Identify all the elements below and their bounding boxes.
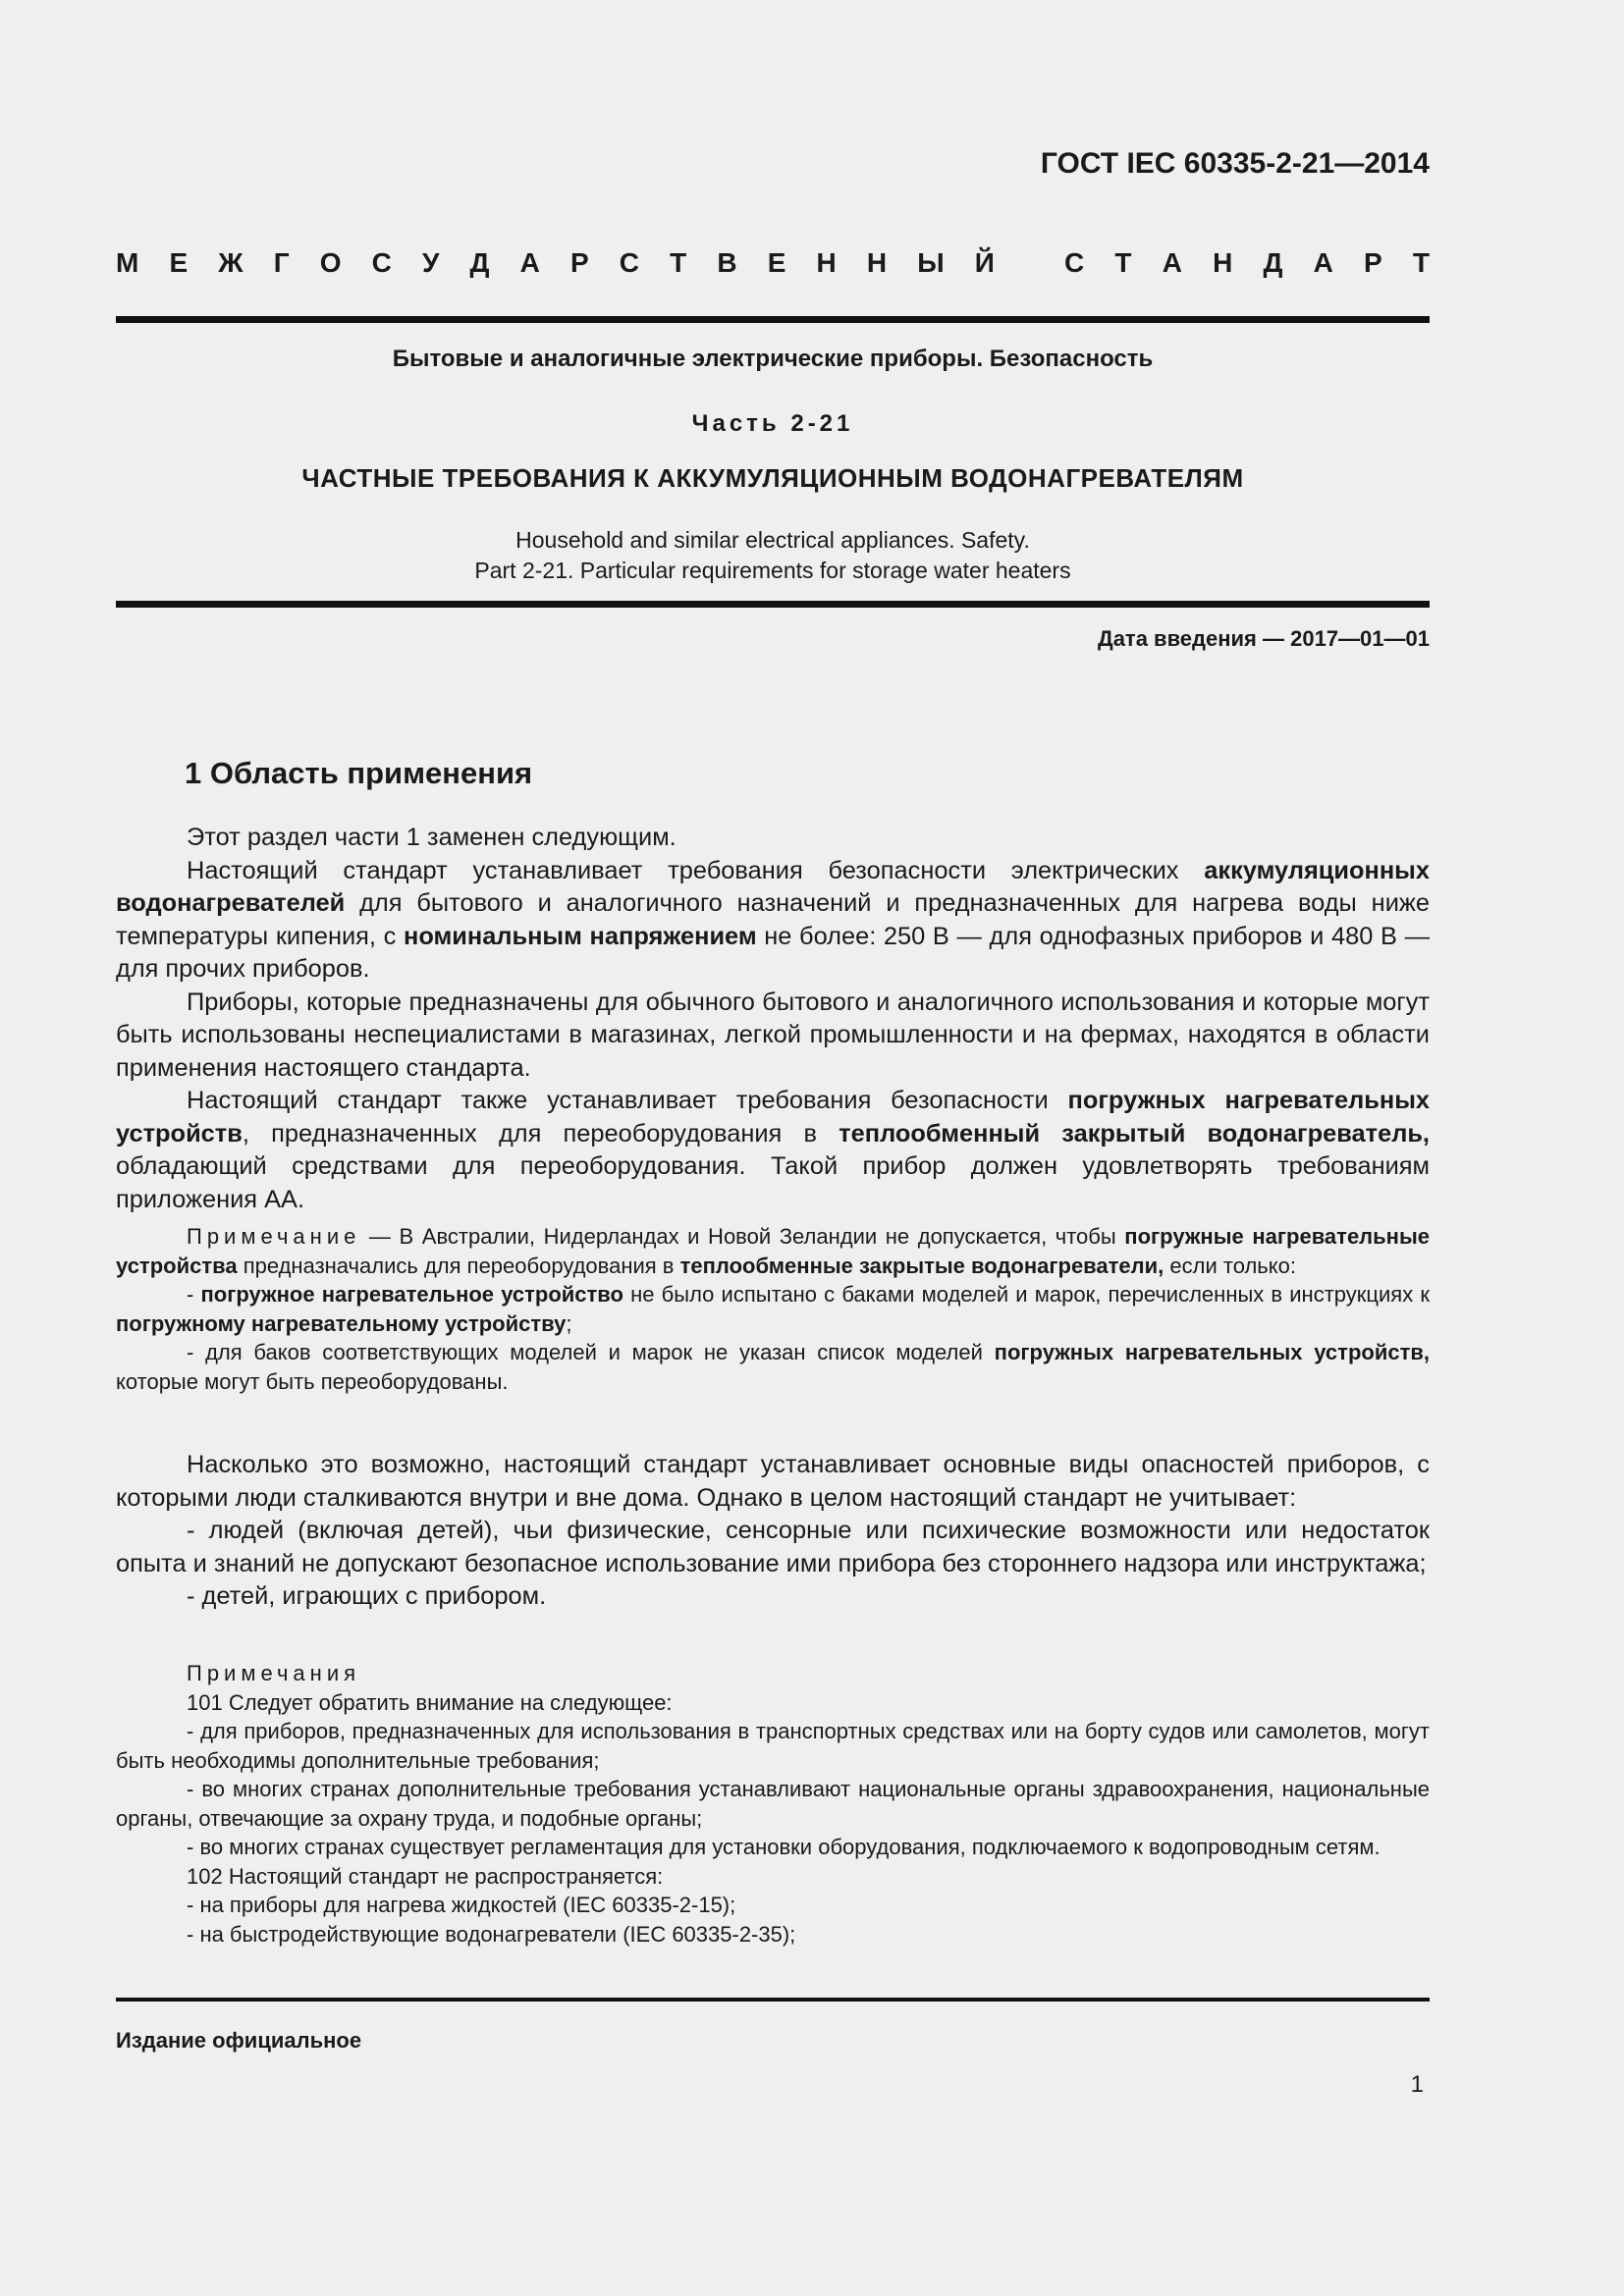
english-title-line-2: Part 2-21. Particular requirements for storage water heaters <box>474 558 1071 583</box>
standard-id: ГОСТ IEC 60335-2-21—2014 <box>1040 147 1430 180</box>
banner-letter: Й <box>974 247 995 278</box>
banner-letter: А <box>1313 247 1333 278</box>
note-list-item: - на приборы для нагрева жидкостей (IEC 60335-2-15); <box>187 1893 736 1917</box>
top-rule <box>116 316 1430 323</box>
list-item: - детей, играющих с прибором. <box>187 1582 547 1610</box>
banner-word-2 <box>1064 247 1430 279</box>
paragraph: Приборы, которые предназначены для обычного бытового и аналогичного использования и которые могут быть использованы неспециалистами в магазинах, легкой промышленности и на фермах, находятся в области применения настоящего стандарта. <box>116 988 1430 1082</box>
banner-letter: Д <box>1263 247 1283 278</box>
term: аккумуляционных водонагревателей <box>116 856 1430 917</box>
note-list-item: - во многих странах существует регламентация для установки оборудования, подключаемого к водопроводным сетям. <box>187 1835 1380 1859</box>
banner-letter: С <box>371 247 392 278</box>
footer-rule <box>116 1998 1430 2002</box>
banner-word-1 <box>116 247 995 279</box>
banner-letter: Н <box>816 247 837 278</box>
standard-title: Бытовые и аналогичные электрические приборы. Безопасность <box>392 346 1154 372</box>
banner-letter: Р <box>1364 247 1382 278</box>
note-paragraph: Примечание — В Австралии, Нидерландах и Новой Зеландии не допускается, чтобы погружные нагревательные устройства предназначались для переоборудования в теплообменные закрытые водонагреватели, если только: <box>116 1224 1430 1278</box>
part-number: Часть 2-21 <box>691 410 854 437</box>
paragraph: Этот раздел части 1 заменен следующим. <box>187 824 677 851</box>
note-block <box>116 1222 1430 1396</box>
english-title-line-1: Household and similar electrical appliances. Safety. <box>515 527 1030 553</box>
banner-letter: Н <box>866 247 888 278</box>
paragraph: Настоящий стандарт также устанавливает требования безопасности погружных нагревательных устройств, предназначенных для переоборудования в теплообменный закрытый водонагреватель, обладающий средствами для переоборудования. Такой прибор должен удовлетворять требованиям приложения АА. <box>116 1087 1430 1213</box>
section-heading: 1 Область применения <box>185 756 533 790</box>
banner-letter: Ж <box>218 247 244 278</box>
banner-letter: Т <box>1412 247 1430 278</box>
page-number: 1 <box>1410 2071 1424 2098</box>
note-list-item: - для приборов, предназначенных для использования в транспортных средствах или на борту судов или самолетов, могут быть необходимы дополнительные требования; <box>116 1719 1430 1773</box>
term: теплообменный закрытый водонагреватель, <box>839 1119 1430 1148</box>
banner-letter: Р <box>569 247 589 278</box>
banner-letter: Т <box>1114 247 1132 278</box>
paragraph: Настоящий стандарт устанавливает требования безопасности электрических аккумуляционных водонагревателей для бытового и аналогичного назначений и предназначенных для нагрева воды ниже температуры кипения, с номинальным напряжением не более: 250 В — для однофазных приборов и 480 В — для прочих приборов. <box>116 856 1430 983</box>
banner-letter: Г <box>273 247 290 278</box>
official-edition-label: Издание официальное <box>116 2028 362 2053</box>
term: погружных нагревательных устройств <box>116 1087 1430 1148</box>
note-item: 101 Следует обратить внимание на следующее: <box>187 1689 673 1715</box>
banner-letter: С <box>619 247 639 278</box>
note-list-item: - на быстродействующие водонагреватели (IEC 60335-2-35); <box>187 1921 796 1947</box>
note-item: 102 Настоящий стандарт не распространяется: <box>187 1863 664 1889</box>
introduction-date: Дата введения — 2017—01—01 <box>1098 626 1430 651</box>
banner-letter: Н <box>1213 247 1233 278</box>
banner-letter: А <box>519 247 540 278</box>
english-title <box>116 525 1430 586</box>
interstate-standard-banner <box>116 247 1430 279</box>
title-bottom-rule <box>116 601 1430 608</box>
notes-label: Примечания <box>187 1661 361 1685</box>
section-body <box>116 822 1430 1216</box>
banner-letter: У <box>421 247 440 278</box>
banner-letter: О <box>319 247 342 278</box>
banner-letter: Д <box>469 247 490 278</box>
banner-letter: В <box>717 247 737 278</box>
banner-letter: Т <box>670 247 687 278</box>
section-body-continued <box>116 1449 1430 1614</box>
standard-subtitle: ЧАСТНЫЕ ТРЕБОВАНИЯ К АККУМУЛЯЦИОННЫМ ВОДОНАГРЕВАТЕЛЯМ <box>301 463 1244 493</box>
notes-block <box>116 1659 1430 1949</box>
note-list-item: - для баков соответствующих моделей и марок не указан список моделей погружных нагревательных устройств, которые могут быть переоборудованы. <box>116 1340 1430 1394</box>
term: номинальным напряжением <box>403 922 757 950</box>
banner-letter: Ы <box>917 247 945 278</box>
banner-letter: С <box>1064 247 1085 278</box>
banner-letter: Е <box>169 247 189 278</box>
note-list-item: - во многих странах дополнительные требования устанавливают национальные органы здравоохранения, национальные органы, отвечающие за охрану труда, и подобные органы; <box>116 1777 1430 1831</box>
document-page <box>116 0 1430 2296</box>
banner-letter: А <box>1162 247 1182 278</box>
note-list-item: - погружное нагревательное устройство не было испытано с баками моделей и марок, перечисленных в инструкциях к погружному нагревательному устройству; <box>116 1282 1430 1336</box>
note-label: Примечание <box>187 1224 361 1249</box>
paragraph: Насколько это возможно, настоящий стандарт устанавливает основные виды опасностей приборов, с которыми люди сталкиваются внутри и вне дома. Однако в целом настоящий стандарт не учитывает: <box>116 1451 1430 1512</box>
banner-letter: М <box>116 247 139 278</box>
list-item: - людей (включая детей), чьи физические, сенсорные или психические возможности или недостаток опыта и знаний не допускают безопасное использование ими прибора без стороннего надзора или инструктажа; <box>116 1517 1430 1577</box>
banner-letter: Е <box>767 247 786 278</box>
